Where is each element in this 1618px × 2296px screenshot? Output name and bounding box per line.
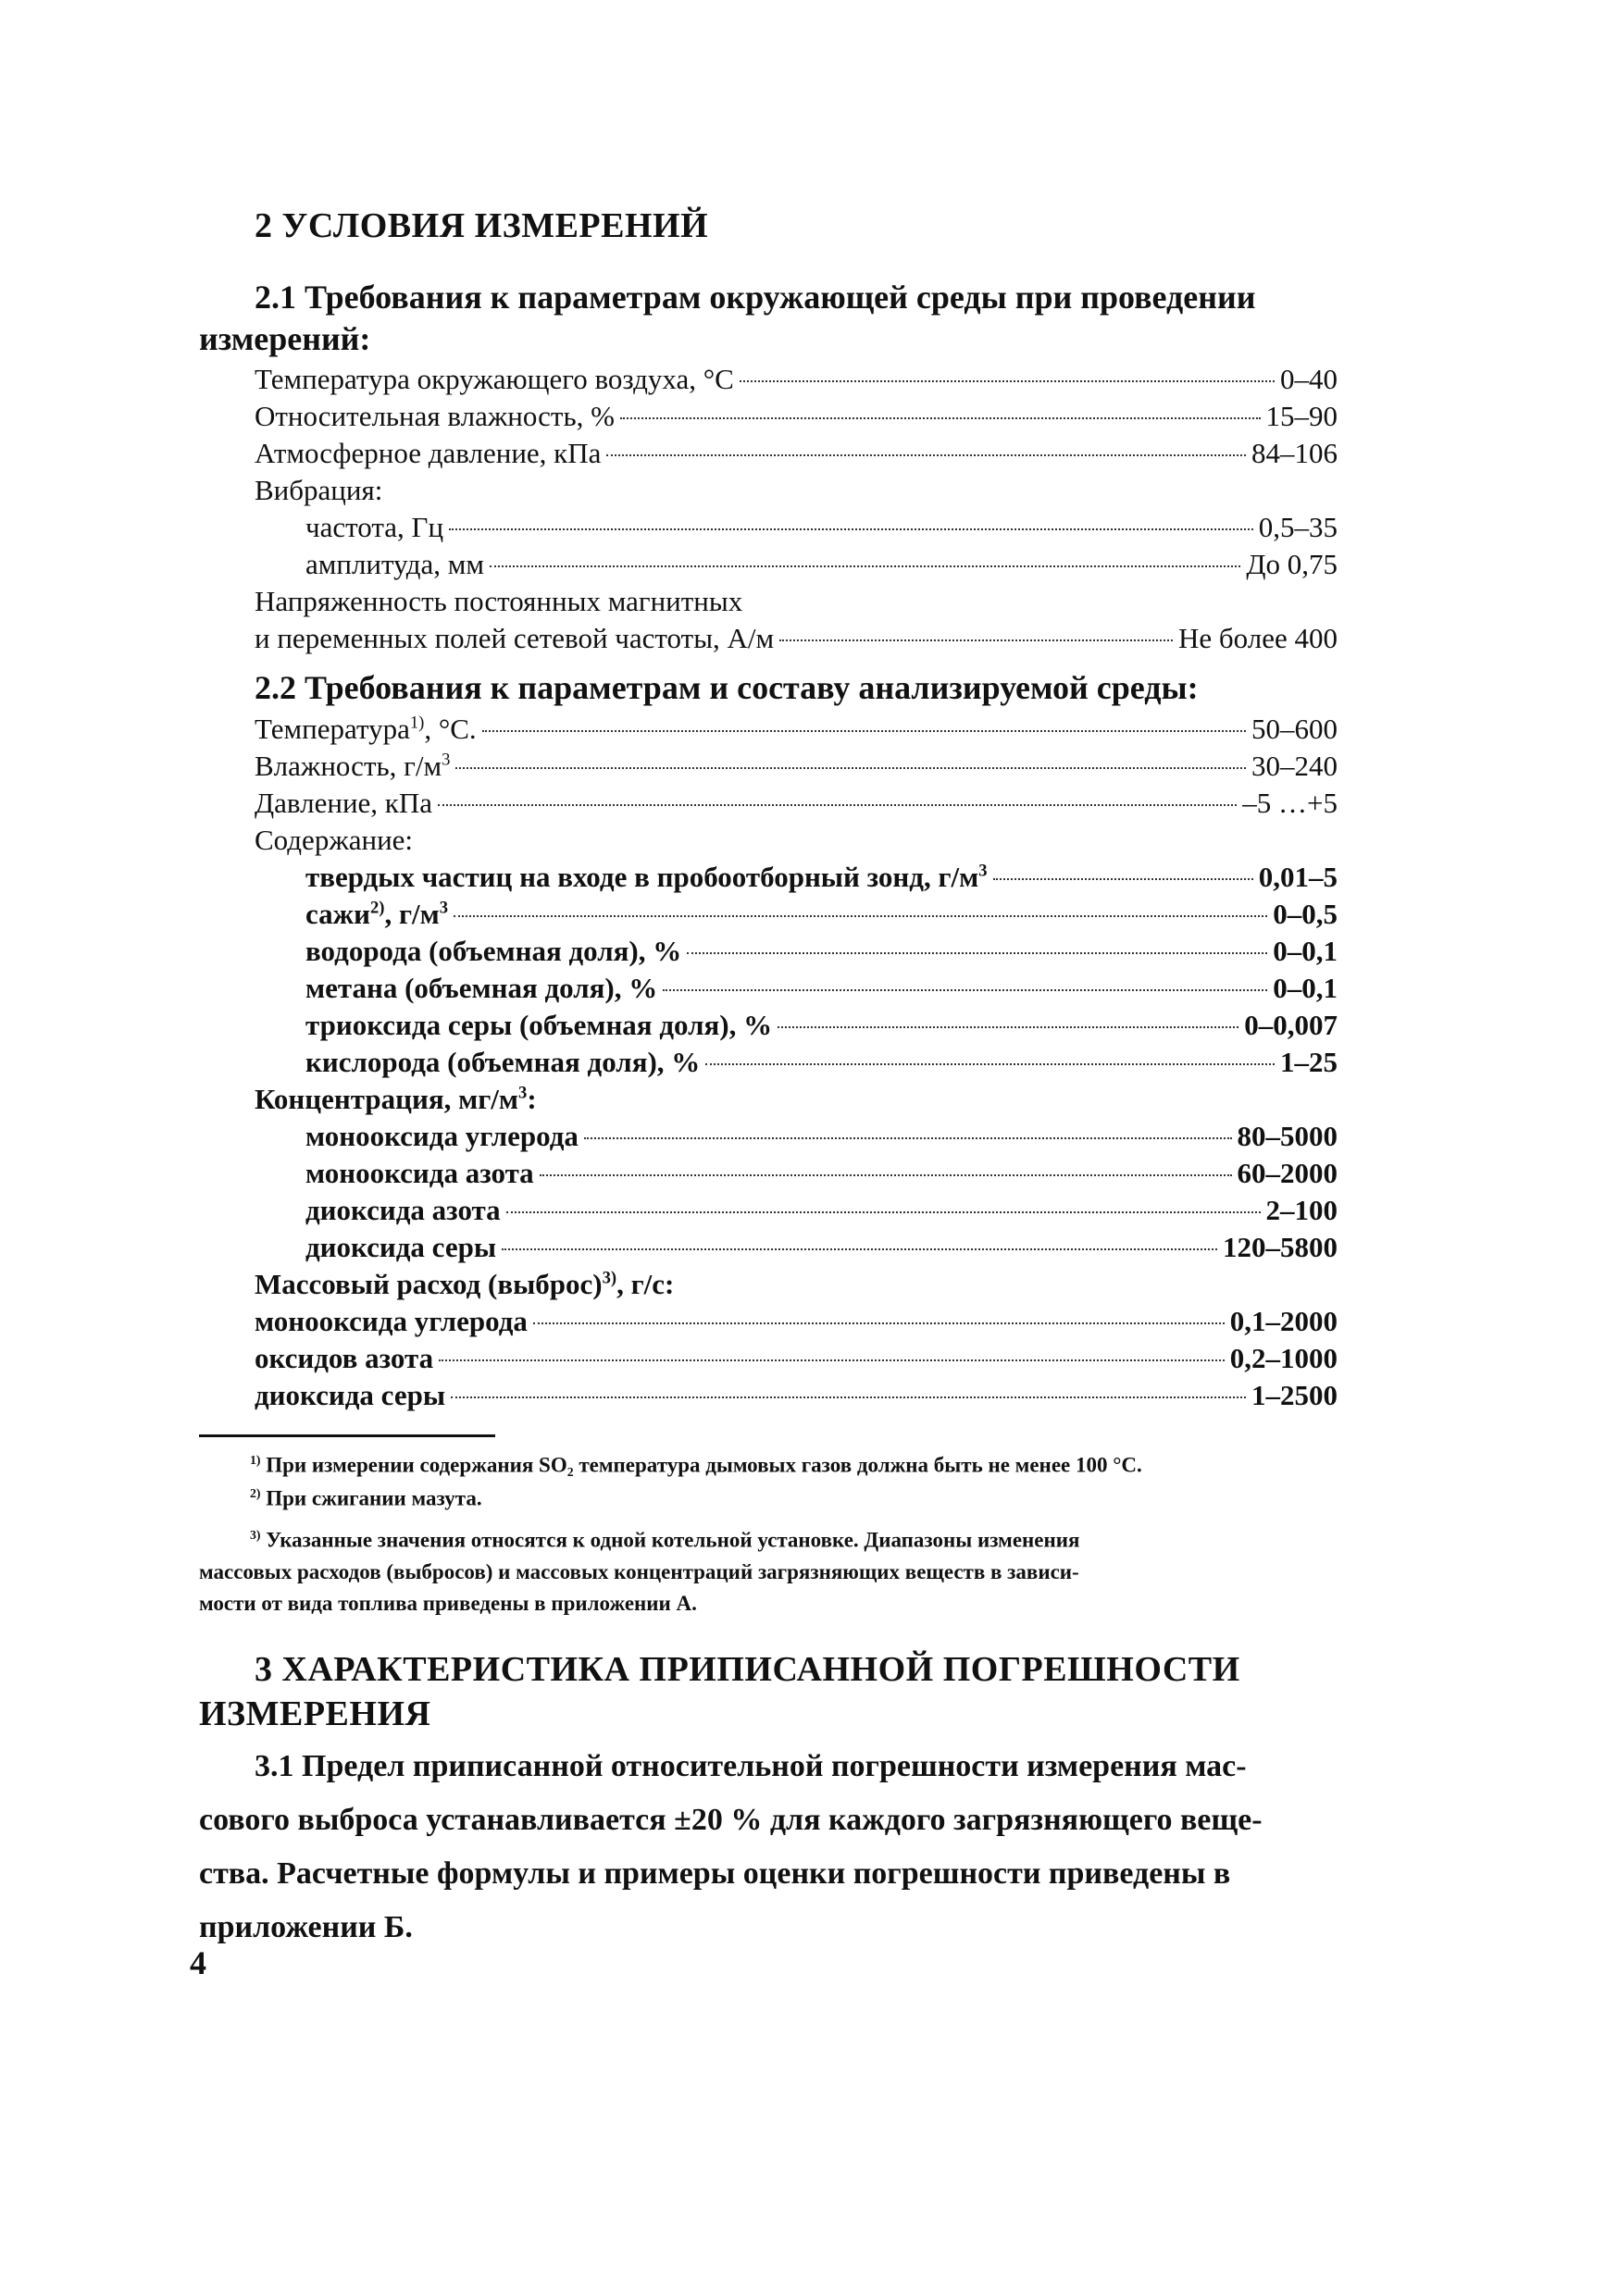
dot-leader <box>455 767 1246 769</box>
subsection-2-1-heading-line1: 2.1 Требования к параметрам окружающей среды при проведении <box>255 279 1256 316</box>
dot-leader <box>490 565 1240 567</box>
param-value: 0–0,1 <box>1273 972 1338 1004</box>
param-value: 60–2000 <box>1237 1157 1338 1189</box>
param-value: 0–40 <box>1280 363 1338 395</box>
param-row-rel-humidity <box>255 400 1338 437</box>
param-row-amplitude <box>305 548 1338 585</box>
param-label: амплитуда, мм <box>305 548 484 580</box>
param-row-solids <box>305 861 1338 898</box>
param-value: 1–25 <box>1280 1046 1338 1078</box>
dot-leader <box>740 380 1275 382</box>
footnote-ref: 3) <box>602 1268 617 1288</box>
param-row-gas-temp <box>255 713 1338 750</box>
param-row-soot <box>305 898 1338 935</box>
section-3-paragraph: 3.1 Предел приписанной относительной погрешности измерения мас- сового выброса устанавливается ±20 % для каждого загрязняющего веще- ства. Расчетные формулы и примеры оценки погрешности приведены в приложении Б. <box>199 1749 1263 1944</box>
dot-leader <box>533 1322 1225 1324</box>
param-row-frequency <box>305 511 1338 548</box>
param-value: 80–5000 <box>1237 1120 1338 1152</box>
param-value: 0–0,5 <box>1273 898 1338 930</box>
dot-leader <box>620 417 1261 419</box>
param-value: 2–100 <box>1265 1194 1338 1226</box>
param-label: оксидов азота <box>255 1342 434 1374</box>
param-row-so3 <box>305 1009 1338 1046</box>
param-label: частота, Гц <box>305 511 444 543</box>
vibration-label: Вибрация: <box>255 474 383 506</box>
param-row-no2-conc <box>305 1194 1338 1231</box>
param-value: 0–0,1 <box>1273 935 1338 967</box>
param-value: 30–240 <box>1251 750 1338 782</box>
param-row-methane <box>305 972 1338 1009</box>
footnote-1: $^{1)}$ При измерении содержания SO₂ температура дымовых газов должна быть не менее 100 °С. <box>250 1453 1142 1477</box>
content-label: Содержание: <box>255 824 414 856</box>
param-value: До 0,75 <box>1246 548 1338 580</box>
param-row-oxygen <box>305 1046 1338 1083</box>
param-label: Давление, кПа <box>255 787 433 819</box>
dot-leader <box>779 639 1173 641</box>
concentration-label: Концентрация, $мг/м^3$: <box>255 1083 537 1115</box>
footnote-ref: 1) <box>409 713 425 733</box>
param-label: триоксида серы (объемная доля), % <box>305 1009 773 1041</box>
dot-leader <box>449 528 1253 530</box>
dot-leader <box>663 989 1267 991</box>
param-label: Относительная влажность, % <box>255 400 615 432</box>
subsection-2-2-heading: 2.2 Требования к параметрам и составу анализируемой среды: <box>255 669 1199 706</box>
param-row-so2-mass <box>255 1379 1338 1416</box>
param-value: 50–600 <box>1251 713 1338 745</box>
param-value: –5 …+5 <box>1242 787 1338 819</box>
dot-leader <box>506 1211 1261 1213</box>
param-value: 15–90 <box>1265 400 1338 432</box>
param-label: диоксида азота <box>305 1194 501 1226</box>
param-label: твердых частиц на входе в пробоотборный зонд, $г/м^3$ <box>305 861 988 893</box>
dot-leader <box>502 1248 1217 1250</box>
dot-leader <box>438 804 1237 806</box>
param-label: монооксида азота <box>305 1157 534 1189</box>
section-3-title-line2: ИЗМЕРЕНИЯ <box>199 1694 431 1733</box>
dot-leader <box>584 1137 1232 1139</box>
param-value: 0,01–5 <box>1258 861 1338 893</box>
section-3-title-line1: 3 ХАРАКТЕРИСТИКА ПРИПИСАННОЙ ПОГРЕШНОСТИ <box>255 1650 1240 1689</box>
dot-leader <box>454 915 1267 917</box>
param-value: 1–2500 <box>1251 1379 1338 1411</box>
dot-leader <box>993 878 1253 880</box>
param-label: кислорода (объемная доля), % <box>305 1046 701 1078</box>
param-value: 84–106 <box>1251 437 1338 469</box>
param-row-field-strength <box>255 622 1338 659</box>
param-value: 0,5–35 <box>1258 511 1338 543</box>
section-2-title: 2 УСЛОВИЯ ИЗМЕРЕНИЙ <box>255 206 709 245</box>
footnote-2: $^{2)}$ При сжигании мазута. <box>250 1486 482 1510</box>
param-row-gas-humidity <box>255 750 1338 787</box>
param-row-atm-pressure <box>255 437 1338 474</box>
param-row-co-conc <box>305 1120 1338 1157</box>
param-label: метана (объемная доля), % <box>305 972 658 1004</box>
param-value: 0,2–1000 <box>1229 1342 1338 1374</box>
param-label: Температура окружающего воздуха, °C <box>255 363 734 395</box>
param-label: водорода (объемная доля), % <box>305 935 682 967</box>
param-row-no-conc <box>305 1157 1338 1194</box>
footnote-separator <box>199 1434 495 1437</box>
param-label: диоксида серы <box>255 1379 446 1411</box>
param-row-hydrogen <box>305 935 1338 972</box>
param-label: монооксида углерода <box>305 1120 579 1152</box>
param-label: монооксида углерода <box>255 1305 528 1337</box>
dot-leader <box>482 730 1246 732</box>
param-label: Температура$^{1)}$, °С. <box>255 713 477 745</box>
param-row-gas-pressure <box>255 787 1338 824</box>
dot-leader <box>540 1174 1232 1176</box>
dot-leader <box>439 1359 1225 1361</box>
param-row-so2-conc <box>305 1231 1338 1268</box>
dot-leader <box>606 454 1246 456</box>
mass-flow-label: Массовый расход (выброс)$^{3)}$, г/с: <box>255 1268 675 1300</box>
param-value: 120–5800 <box>1223 1231 1338 1263</box>
param-label: сажи$^{2)}$, $г/м^3$ <box>305 898 449 930</box>
subsection-2-1-heading-line2: измерений: <box>199 320 371 357</box>
param-row-nox-mass <box>255 1342 1338 1379</box>
param-row-air-temp <box>255 363 1338 400</box>
param-value: Не более 400 <box>1178 622 1338 654</box>
param-row-co-mass <box>255 1305 1338 1342</box>
param-value: 0,1–2000 <box>1229 1305 1338 1337</box>
footnote-3: $^{3)}$ Указанные значения относятся к одной котельной установке. Диапазоны изменения массовых расходов (выбросов) и массовых концентраций загрязняющих веществ в зависи- мости от вида топлива приведены в приложении А. <box>199 1528 1080 1615</box>
param-label: Влажность, $г/м^3$ <box>255 750 451 782</box>
subsection-2-1-heading <box>255 278 1255 316</box>
page-number: 4 <box>190 1944 206 1981</box>
param-label: и переменных полей сетевой частоты, А/м <box>255 622 775 654</box>
dot-leader <box>451 1396 1246 1398</box>
param-value: 0–0,007 <box>1244 1009 1338 1041</box>
footnote-ref: 2) <box>369 898 385 918</box>
dot-leader <box>778 1026 1238 1028</box>
dot-leader <box>687 952 1267 954</box>
field-label-line1: Напряженность постоянных магнитных <box>255 585 743 617</box>
dot-leader <box>705 1063 1275 1065</box>
param-label: диоксида серы <box>305 1231 497 1263</box>
param-label: Атмосферное давление, кПа <box>255 437 602 469</box>
